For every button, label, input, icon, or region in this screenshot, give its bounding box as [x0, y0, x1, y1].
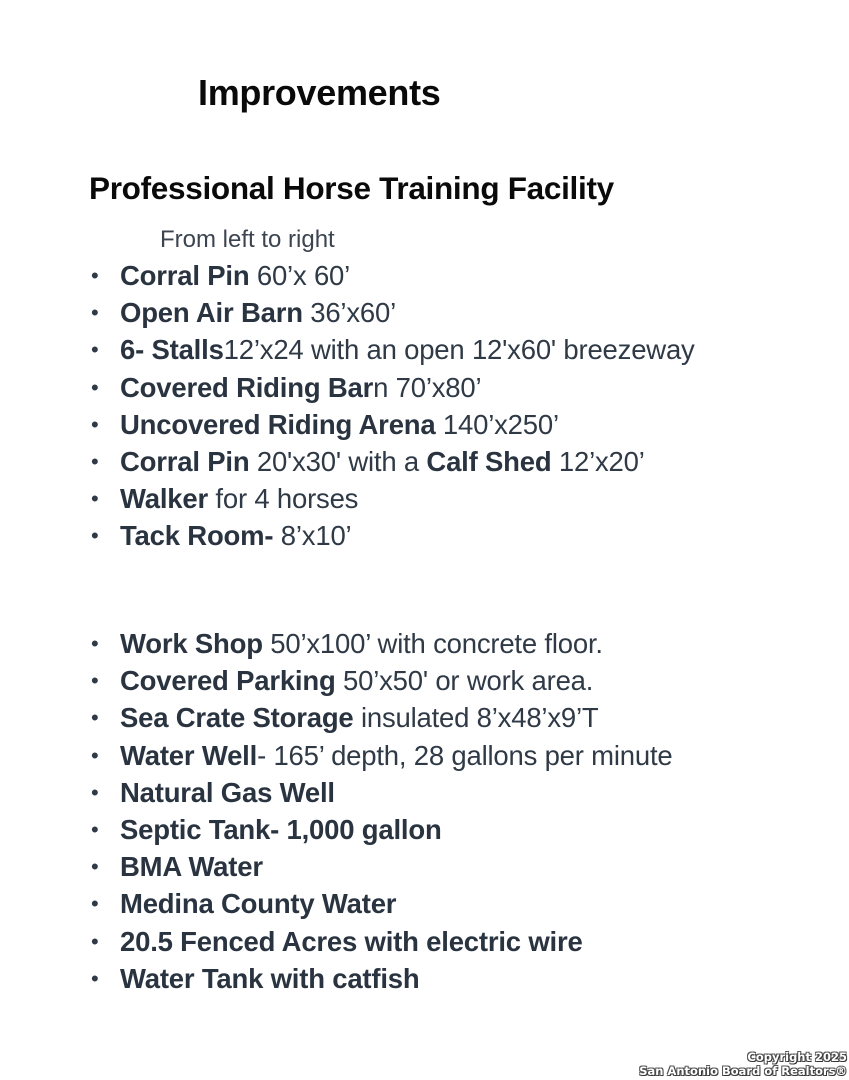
- list-item: • 6- Stalls12’x24 with an open 12'x60' breezeway: [89, 331, 695, 368]
- intro-note: From left to right: [160, 226, 335, 253]
- list-item: • Natural Gas Well: [89, 774, 673, 811]
- bullet-icon: •: [91, 965, 99, 991]
- list-item: • BMA Water: [89, 848, 673, 885]
- bullet-icon: •: [91, 486, 99, 512]
- bullet-icon: •: [91, 411, 99, 437]
- bullet-icon: •: [91, 742, 99, 768]
- list-item: • Work Shop 50’x100’ with concrete floor.: [89, 625, 673, 662]
- bullet-icon: •: [91, 631, 99, 656]
- list-item: • Corral Pin 60’x 60’: [89, 257, 695, 294]
- bullet-icon: •: [91, 816, 99, 842]
- list-item: • Water Tank with catfish: [89, 960, 673, 997]
- list-item: • 20.5 Fenced Acres with electric wire: [89, 923, 673, 960]
- bullet-icon: •: [91, 523, 99, 549]
- property-list: [89, 625, 673, 997]
- list-item: • Sea Crate Storage insulated 8’x48’x9’T: [89, 699, 673, 736]
- copyright-line: Copyright 2025: [747, 1050, 847, 1064]
- list-item: • Medina County Water: [89, 885, 673, 922]
- list-item: • Open Air Barn 36’x60’: [89, 294, 695, 331]
- bullet-icon: •: [91, 668, 99, 694]
- list-item: • Septic Tank- 1,000 gallon: [89, 811, 673, 848]
- list-item: • Water Well- 165’ depth, 28 gallons per minute: [89, 737, 673, 774]
- page-title: Improvements: [198, 72, 441, 113]
- bullet-icon: •: [91, 374, 99, 400]
- bullet-icon: •: [91, 337, 99, 363]
- bullet-icon: •: [91, 300, 99, 326]
- list-item: • Walker for 4 horses: [89, 480, 695, 517]
- bullet-icon: •: [91, 854, 99, 880]
- bullet-icon: •: [91, 891, 99, 917]
- list-item: • Tack Room- 8’x10’: [89, 517, 695, 554]
- bullet-icon: •: [91, 779, 99, 805]
- list-item: • Corral Pin 20'x30' with a Calf Shed 12’x20’: [89, 443, 695, 480]
- facility-list: [89, 257, 695, 555]
- copyright-owner: San Antonio Board of Realtors®: [639, 1064, 847, 1078]
- copyright-watermark: [639, 1050, 847, 1078]
- list-item: • Covered Parking 50’x50' or work area.: [89, 662, 673, 699]
- bullet-icon: •: [91, 263, 99, 288]
- bullet-icon: •: [91, 448, 99, 474]
- bullet-icon: •: [91, 705, 99, 731]
- facility-heading: Professional Horse Training Facility: [89, 170, 614, 206]
- list-item: • Uncovered Riding Arena 140’x250’: [89, 406, 695, 443]
- list-item: • Covered Riding Barn 70’x80’: [89, 369, 695, 406]
- bullet-icon: •: [91, 928, 99, 954]
